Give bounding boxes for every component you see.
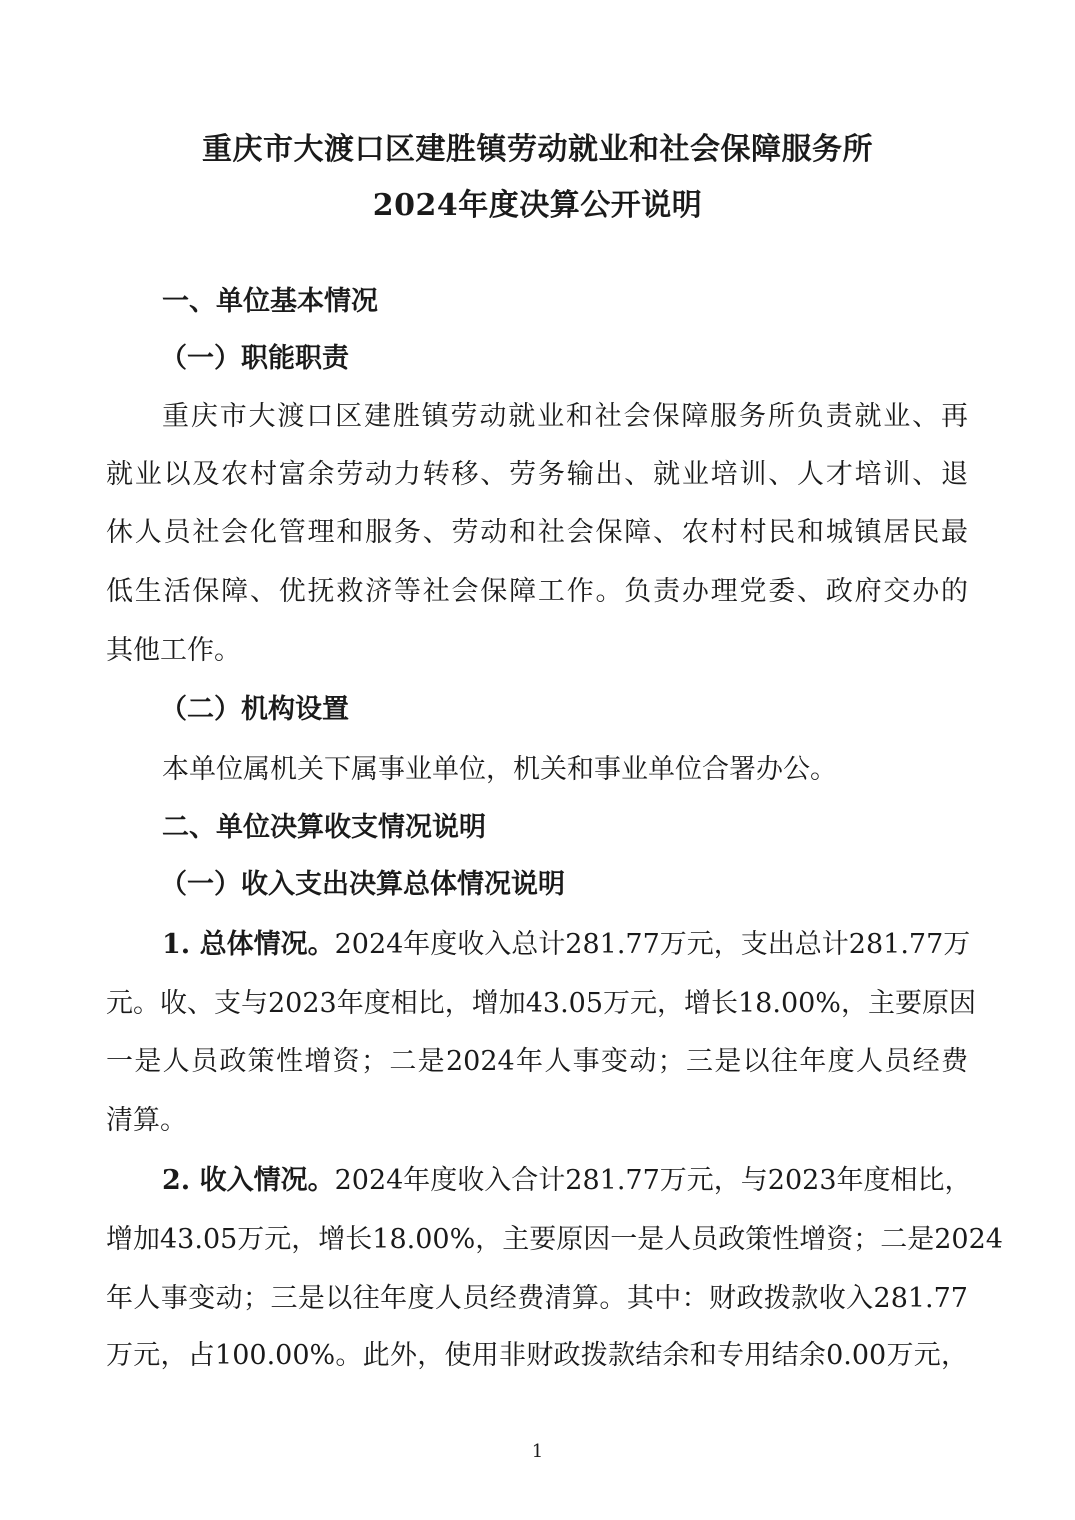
income-line-2: 增加43.05万元，增长18.00%，主要原因一是人员政策性增资；二是2024: [106, 1224, 1003, 1255]
section2-sub1-heading: （一）收入支出决算总体情况说明: [160, 869, 565, 900]
income-line-4: 万元，占100.00%。此外，使用非财政拨款结余和专用结余0.00万元，: [106, 1340, 968, 1371]
overall-line-2: 元。收、支与2023年度相比，增加43.05万元，增长18.00%，主要原因: [106, 988, 976, 1019]
section1-sub2-heading: （二）机构设置: [160, 694, 349, 725]
duties-line-3: 休人员社会化管理和服务、劳动和社会保障、农村村民和城镇居民最: [106, 517, 968, 548]
duties-line-2: 就业以及农村富余劳动力转移、劳务输出、就业培训、人才培训、退: [106, 459, 968, 490]
org-setup-text: 本单位属机关下属事业单位，机关和事业单位合署办公。: [162, 754, 837, 785]
section1-sub1-heading: （一）职能职责: [160, 343, 349, 374]
section1-heading: 一、单位基本情况: [162, 286, 378, 317]
income-line-1: [162, 1163, 972, 1199]
duties-line-4: 低生活保障、优抚救济等社会保障工作。负责办理党委、政府交办的: [106, 576, 968, 607]
income-line-3: 年人事变动；三是以往年度人员经费清算。其中：财政拨款收入281.77: [106, 1283, 968, 1314]
document-title-line1: 重庆市大渡口区建胜镇劳动就业和社会保障服务所: [202, 132, 873, 167]
page-number: 1: [531, 1441, 544, 1462]
duties-line-1: 重庆市大渡口区建胜镇劳动就业和社会保障服务所负责就业、再: [162, 401, 968, 432]
document-title-line2: 2024年度决算公开说明: [372, 188, 703, 223]
income-label: 2. 收入情况。: [162, 1165, 335, 1196]
overall-label: 1. 总体情况。: [162, 929, 335, 960]
section2-heading: 二、单位决算收支情况说明: [162, 812, 486, 843]
overall-line-4: 清算。: [106, 1105, 187, 1136]
overall-line-1: [162, 927, 971, 963]
overall-line-1-text: 2024年度收入总计281.77万元，支出总计281.77万: [334, 929, 971, 960]
overall-line-3: 一是人员政策性增资；二是2024年人事变动；三是以往年度人员经费: [106, 1046, 968, 1077]
income-line-1-text: 2024年度收入合计281.77万元，与2023年度相比，: [334, 1165, 972, 1196]
duties-line-5: 其他工作。: [106, 635, 241, 666]
